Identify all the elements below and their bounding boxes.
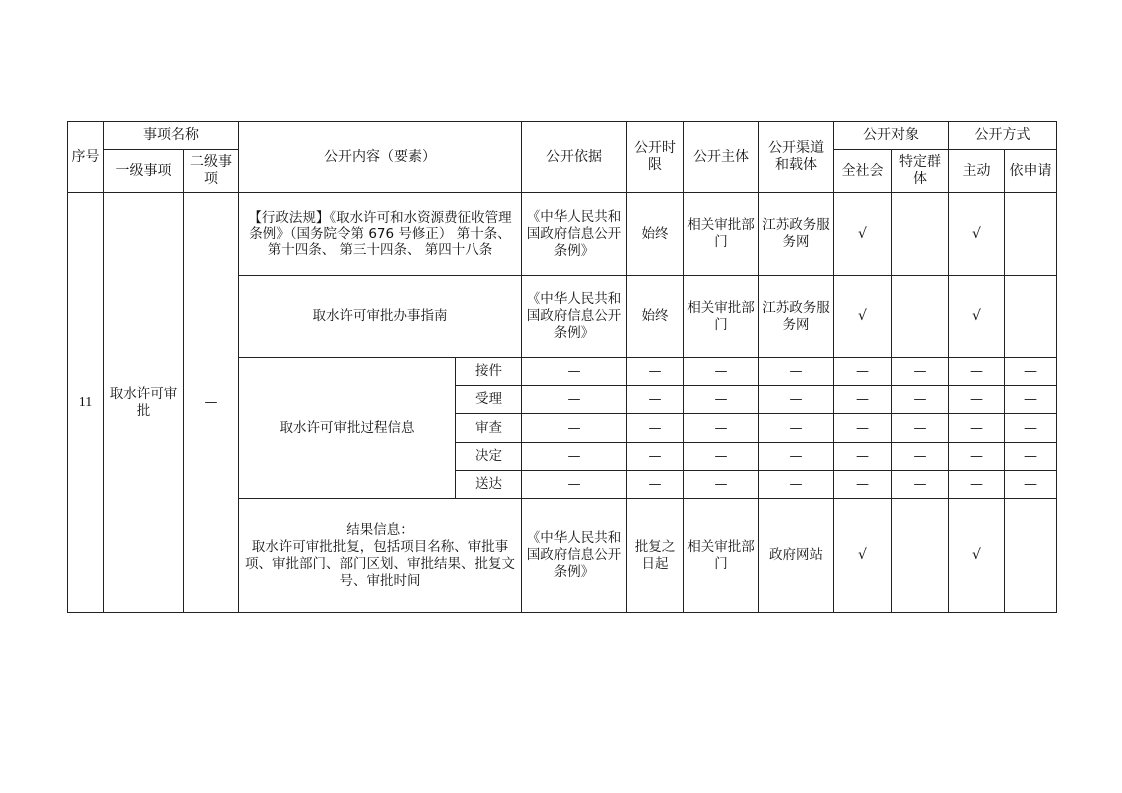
- dash-cell: —: [834, 386, 892, 414]
- dash-cell: —: [949, 386, 1005, 414]
- time-limit-cell: 始终: [627, 276, 684, 358]
- dash-cell: —: [627, 386, 684, 414]
- subject-cell: 相关审批部门: [684, 193, 759, 276]
- dash-cell: —: [834, 358, 892, 386]
- dash-cell: —: [949, 471, 1005, 499]
- dash-cell: —: [834, 443, 892, 471]
- subject-cell: 相关审批部门: [684, 276, 759, 358]
- dash-cell: —: [949, 414, 1005, 443]
- result-content: 取水许可审批批复，包括项目名称、审批事项、审批部门、部门区划、审批结果、批复文号、审批时间: [245, 538, 515, 589]
- method-request-check: [1005, 193, 1057, 276]
- time-limit-cell: 始终: [627, 193, 684, 276]
- dash-cell: —: [1005, 386, 1057, 414]
- header-channel: 公开渠道和载体: [759, 122, 834, 193]
- dash-cell: —: [627, 414, 684, 443]
- content-cell: 取水许可审批办事指南: [239, 276, 522, 358]
- basis-cell: 《中华人民共和国政府信息公开条例》: [522, 193, 627, 276]
- dash-cell: —: [522, 414, 627, 443]
- dash-cell: —: [522, 358, 627, 386]
- dash-cell: —: [684, 443, 759, 471]
- basis-cell: 《中华人民共和国政府信息公开条例》: [522, 499, 627, 613]
- audience-all-check: √: [834, 499, 892, 613]
- header-level1: 一级事项: [104, 150, 184, 193]
- audience-specific-check: [892, 193, 949, 276]
- dash-cell: —: [627, 443, 684, 471]
- dash-cell: —: [522, 471, 627, 499]
- dash-cell: —: [684, 386, 759, 414]
- header-method-active: 主动: [949, 150, 1005, 193]
- dash-cell: —: [892, 386, 949, 414]
- audience-all-check: √: [834, 193, 892, 276]
- dash-cell: —: [759, 386, 834, 414]
- subject-cell: 相关审批部门: [684, 499, 759, 613]
- dash-cell: —: [627, 358, 684, 386]
- header-item-name: 事项名称: [104, 122, 239, 150]
- dash-cell: —: [759, 358, 834, 386]
- header-level2: 二级事项: [184, 150, 239, 193]
- dash-cell: —: [759, 443, 834, 471]
- process-stage: 决定: [456, 443, 522, 471]
- dash-cell: —: [1005, 414, 1057, 443]
- process-stage: 送达: [456, 471, 522, 499]
- header-audience-all: 全社会: [834, 150, 892, 193]
- process-label: 取水许可审批过程信息: [239, 358, 456, 499]
- dash-cell: —: [892, 414, 949, 443]
- dash-cell: —: [522, 386, 627, 414]
- process-stage: 受理: [456, 386, 522, 414]
- header-method: 公开方式: [949, 122, 1057, 150]
- disclosure-table: [67, 121, 1057, 613]
- channel-cell: 江苏政务服务网: [759, 276, 834, 358]
- method-active-check: √: [949, 276, 1005, 358]
- row-serial: 11: [68, 193, 104, 613]
- method-request-check: [1005, 499, 1057, 613]
- dash-cell: —: [949, 443, 1005, 471]
- dash-cell: —: [684, 414, 759, 443]
- basis-cell: 《中华人民共和国政府信息公开条例》: [522, 276, 627, 358]
- header-content: 公开内容（要素）: [239, 122, 522, 193]
- table-row: [68, 193, 1057, 276]
- header-method-request: 依申请: [1005, 150, 1057, 193]
- header-audience: 公开对象: [834, 122, 949, 150]
- header-serial: 序号: [68, 122, 104, 193]
- header-subject: 公开主体: [684, 122, 759, 193]
- dash-cell: —: [684, 471, 759, 499]
- dash-cell: —: [684, 358, 759, 386]
- header-row-1: [68, 122, 1057, 150]
- channel-cell: 江苏政务服务网: [759, 193, 834, 276]
- audience-specific-check: [892, 499, 949, 613]
- dash-cell: —: [892, 471, 949, 499]
- process-stage: 接件: [456, 358, 522, 386]
- dash-cell: —: [892, 358, 949, 386]
- result-title: 结果信息：: [346, 521, 414, 538]
- audience-specific-check: [892, 276, 949, 358]
- dash-cell: —: [834, 471, 892, 499]
- method-active-check: √: [949, 193, 1005, 276]
- method-request-check: [1005, 276, 1057, 358]
- dash-cell: —: [759, 414, 834, 443]
- dash-cell: —: [1005, 358, 1057, 386]
- header-time-limit: 公开时限: [627, 122, 684, 193]
- content-cell: 【行政法规】《取水许可和水资源费征收管理条例》（国务院令第 676 号修正） 第十条、 第十四条、 第三十四条、 第四十八条: [239, 193, 522, 276]
- header-basis: 公开依据: [522, 122, 627, 193]
- time-limit-cell: 批复之日起: [627, 499, 684, 613]
- dash-cell: —: [1005, 443, 1057, 471]
- dash-cell: —: [949, 358, 1005, 386]
- dash-cell: —: [627, 471, 684, 499]
- row-level2: —: [184, 193, 239, 613]
- method-active-check: √: [949, 499, 1005, 613]
- audience-all-check: √: [834, 276, 892, 358]
- dash-cell: —: [834, 414, 892, 443]
- header-audience-specific: 特定群体: [892, 150, 949, 193]
- row-level1: 取水许可审批: [104, 193, 184, 613]
- process-stage: 审查: [456, 414, 522, 443]
- channel-cell: 政府网站: [759, 499, 834, 613]
- dash-cell: —: [892, 443, 949, 471]
- dash-cell: —: [1005, 471, 1057, 499]
- dash-cell: —: [759, 471, 834, 499]
- result-content-cell: [239, 499, 522, 613]
- dash-cell: —: [522, 443, 627, 471]
